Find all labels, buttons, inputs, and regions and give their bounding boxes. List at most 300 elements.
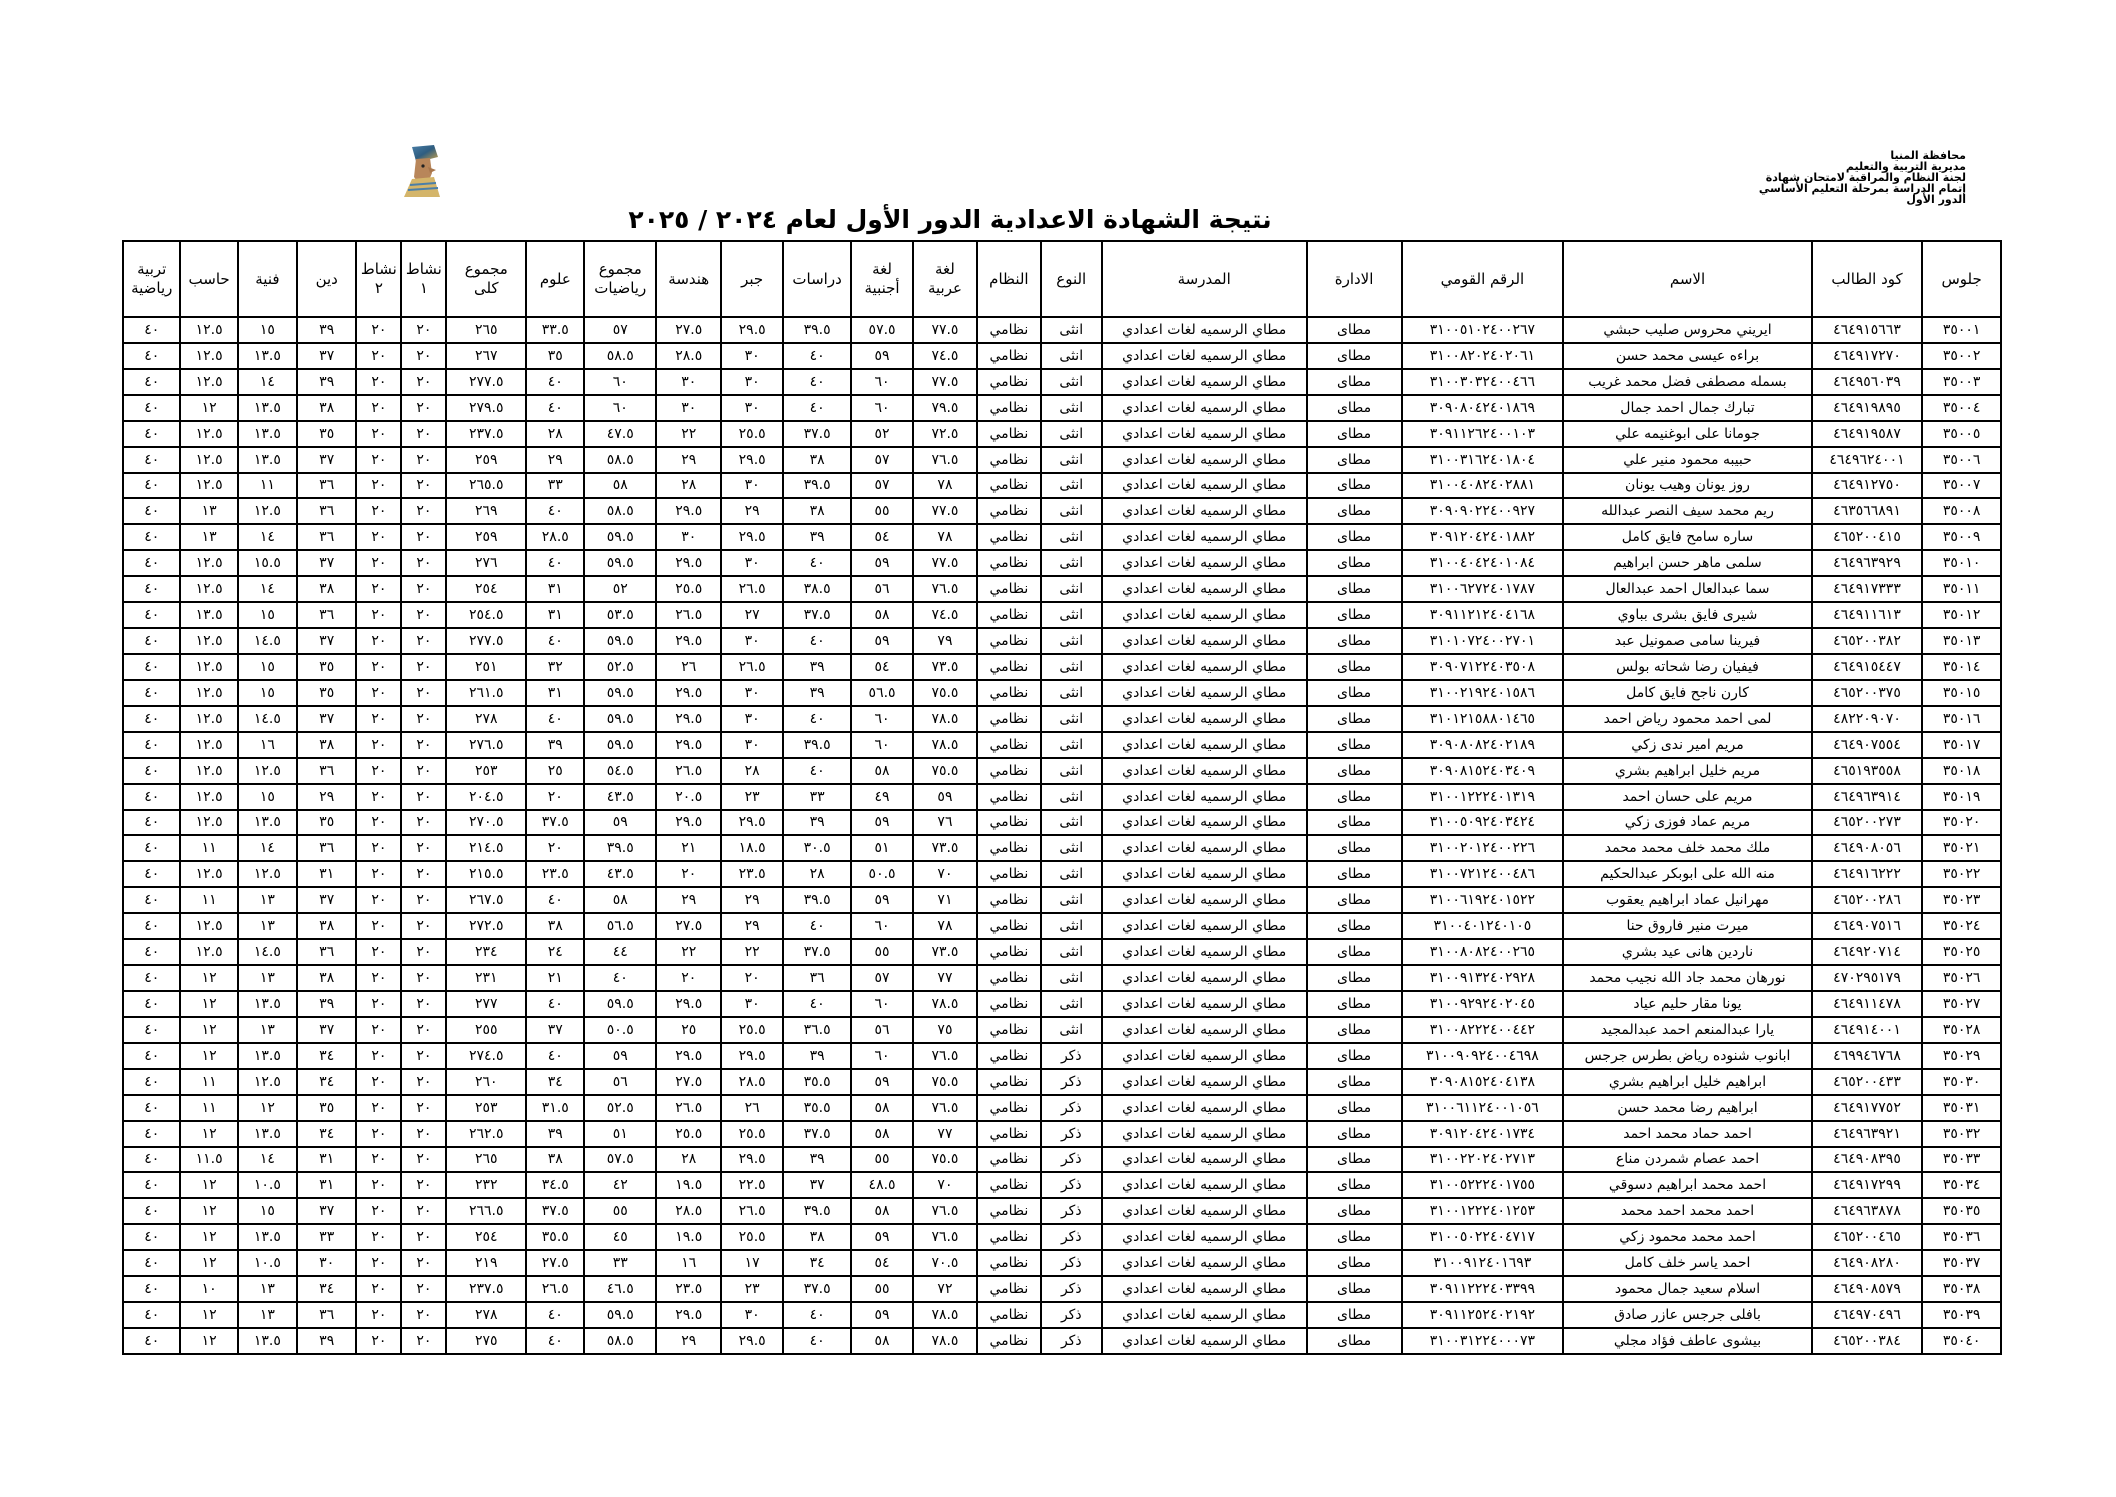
table-cell: ١٢.٥: [180, 576, 237, 602]
table-cell: انثى: [1041, 498, 1102, 524]
table-cell: ٢٦٥: [446, 317, 526, 343]
table-cell: ٢٩.٥: [721, 1328, 782, 1354]
table-cell: ٣٩: [783, 680, 852, 706]
table-cell: مطاي الرسميه لغات اعدادي: [1102, 602, 1307, 628]
table-cell: مطاى: [1307, 317, 1402, 343]
table-cell: ١٩.٥: [656, 1224, 721, 1250]
table-cell: ٣٥٠٢٥: [1922, 939, 2001, 965]
table-cell: ٣٨: [526, 913, 584, 939]
table-cell: ٤٠: [123, 835, 180, 861]
column-header: الرقم القومي: [1402, 241, 1564, 317]
table-cell: ١٢.٥: [180, 343, 237, 369]
table-cell: مطاى: [1307, 369, 1402, 395]
table-cell: ٤٠: [123, 1121, 180, 1147]
table-cell: نورهان محمد جاد الله نجيب محمد: [1563, 965, 1812, 991]
table-cell: ٣٥.٥: [783, 1095, 852, 1121]
table-cell: ١٣.٥: [238, 421, 297, 447]
table-cell: ٥٤: [851, 1250, 912, 1276]
table-cell: ٣٤: [297, 1069, 356, 1095]
table-cell: ٢٠: [656, 965, 721, 991]
table-cell: ٥٥: [851, 1147, 912, 1173]
table-cell: ٤٠: [783, 706, 852, 732]
table-row: [123, 887, 2001, 913]
table-row: [123, 473, 2001, 499]
table-cell: مطاي الرسميه لغات اعدادي: [1102, 473, 1307, 499]
table-cell: ٣٣: [297, 1224, 356, 1250]
table-cell: ٤٦٥٢٠٠٣٨٤: [1812, 1328, 1922, 1354]
table-cell: نظامي: [977, 1224, 1040, 1250]
table-cell: ٧٦.٥: [913, 576, 977, 602]
table-cell: ٢٠: [401, 1328, 446, 1354]
table-cell: ٣٥٠٠٨: [1922, 498, 2001, 524]
table-cell: ٣٠٩١٢٠٤٢٤٠١٨٨٢: [1402, 524, 1564, 550]
table-cell: ٤٠: [783, 628, 852, 654]
table-cell: ٣٦: [297, 939, 356, 965]
table-cell: ٤٦٤٩٢٠٧١٤: [1812, 939, 1922, 965]
table-cell: ١٤: [238, 835, 297, 861]
table-cell: ٣١.٥: [526, 1095, 584, 1121]
table-cell: ٣٥٠٢٧: [1922, 991, 2001, 1017]
table-cell: ٤٦٤٩١٧٧٥٢: [1812, 1095, 1922, 1121]
table-cell: ٤٣.٥: [584, 784, 656, 810]
table-cell: ٣٦: [297, 758, 356, 784]
table-cell: ٥٩: [851, 550, 912, 576]
table-cell: ٢٩.٥: [656, 810, 721, 836]
table-cell: ٢٠: [401, 421, 446, 447]
table-cell: مطاى: [1307, 421, 1402, 447]
table-cell: ٣٥: [297, 1095, 356, 1121]
table-cell: ذكر: [1041, 1043, 1102, 1069]
table-cell: ٤٠: [123, 1224, 180, 1250]
table-cell: ٢٠: [356, 784, 401, 810]
table-cell: ٥٢.٥: [584, 654, 656, 680]
table-cell: ٤٠: [123, 680, 180, 706]
table-cell: ٥٨.٥: [584, 447, 656, 473]
table-cell: ٣٩.٥: [783, 732, 852, 758]
table-cell: ٢٩: [721, 887, 782, 913]
table-cell: احمد محمد محمود زكي: [1563, 1224, 1812, 1250]
table-cell: ٢٣٧.٥: [446, 1276, 526, 1302]
table-cell: ٤٦٥٢٠٠٣٨٢: [1812, 628, 1922, 654]
table-cell: ٢٥.٥: [656, 1121, 721, 1147]
table-cell: ٢٥: [526, 758, 584, 784]
table-cell: ٤٦٤٩٧٠٤٩٦: [1812, 1302, 1922, 1328]
table-cell: مطاي الرسميه لغات اعدادي: [1102, 317, 1307, 343]
table-cell: ٢٥٣: [446, 758, 526, 784]
table-cell: ٥٩: [851, 343, 912, 369]
table-cell: ٢٧٠.٥: [446, 810, 526, 836]
column-header: كود الطالب: [1812, 241, 1922, 317]
table-cell: ٤٠: [123, 317, 180, 343]
table-cell: ١٢.٥: [180, 317, 237, 343]
table-cell: ٤٠: [526, 1043, 584, 1069]
table-cell: ١٣.٥: [238, 447, 297, 473]
table-cell: ٣٠: [721, 550, 782, 576]
table-cell: ١٣.٥: [238, 991, 297, 1017]
table-cell: ٣٧: [526, 1017, 584, 1043]
table-cell: ٥٩.٥: [584, 680, 656, 706]
table-cell: ٧٠: [913, 1172, 977, 1198]
table-cell: ٢٨: [721, 758, 782, 784]
table-cell: ١٣: [238, 965, 297, 991]
table-cell: ٥٩: [584, 1043, 656, 1069]
table-cell: ٣٠٩٠٨٠٤٢٤٠١٨٦٩: [1402, 395, 1564, 421]
table-cell: انثى: [1041, 524, 1102, 550]
table-cell: ١٢.٥: [180, 473, 237, 499]
table-cell: ٢٦٢.٥: [446, 1121, 526, 1147]
table-cell: ٣٩.٥: [783, 317, 852, 343]
table-cell: ٧٧.٥: [913, 369, 977, 395]
table-cell: ٦٠: [851, 913, 912, 939]
table-cell: مطاى: [1307, 1121, 1402, 1147]
table-cell: ٥٩: [851, 887, 912, 913]
table-cell: ٥٩.٥: [584, 628, 656, 654]
table-cell: سلمى ماهر حسن ابراهيم: [1563, 550, 1812, 576]
table-cell: نظامي: [977, 758, 1040, 784]
table-cell: ٤٦٤٩١٥٦٦٣: [1812, 317, 1922, 343]
table-cell: ٤٦٤٩٠٧٥١٦: [1812, 913, 1922, 939]
table-row: [123, 1069, 2001, 1095]
table-cell: نظامي: [977, 498, 1040, 524]
table-cell: مطاى: [1307, 732, 1402, 758]
table-cell: ٣٥٠٣٧: [1922, 1250, 2001, 1276]
table-cell: ٢٠: [401, 1224, 446, 1250]
table-cell: ٣٨: [526, 1147, 584, 1173]
table-cell: ١٢.٥: [180, 628, 237, 654]
table-cell: ٣٠٩١١٢٦٢٤٠٠١٠٣: [1402, 421, 1564, 447]
table-cell: مطاى: [1307, 1095, 1402, 1121]
table-row: [123, 602, 2001, 628]
table-cell: ٢٠: [401, 1121, 446, 1147]
table-cell: مطاي الرسميه لغات اعدادي: [1102, 1250, 1307, 1276]
table-cell: ٤٨.٥: [851, 1172, 912, 1198]
table-cell: ٧٨.٥: [913, 732, 977, 758]
table-cell: ٢٠: [401, 1198, 446, 1224]
column-header: علوم: [526, 241, 584, 317]
table-cell: ١٢.٥: [238, 1069, 297, 1095]
table-cell: ٢١: [526, 965, 584, 991]
table-cell: ٥٢: [584, 576, 656, 602]
table-cell: انثى: [1041, 550, 1102, 576]
table-cell: ٦٠: [584, 395, 656, 421]
table-cell: ٣١٠٠٥٢٢٢٤٠١٧٥٥: [1402, 1172, 1564, 1198]
table-cell: ٢٠: [356, 473, 401, 499]
table-cell: ٣٥٠١٠: [1922, 550, 2001, 576]
table-cell: ٢٥٤: [446, 1224, 526, 1250]
page-title: نتيجة الشهادة الاعدادية الدور الأول لعام ٢٠٢٤ / ٢٠٢٥: [628, 205, 1272, 234]
table-cell: لمى احمد محمود رياض احمد: [1563, 706, 1812, 732]
table-cell: ٥٨: [851, 1095, 912, 1121]
table-cell: نظامي: [977, 1121, 1040, 1147]
table-cell: ٢٠: [356, 1172, 401, 1198]
table-cell: ٢٩.٥: [656, 628, 721, 654]
table-cell: ذكر: [1041, 1069, 1102, 1095]
table-cell: ٣٩: [783, 1147, 852, 1173]
table-cell: مطاى: [1307, 1147, 1402, 1173]
table-cell: ٢٧٧.٥: [446, 628, 526, 654]
table-cell: ١٢.٥: [180, 732, 237, 758]
table-cell: ٢٠: [356, 447, 401, 473]
table-cell: ريم محمد سيف النصر عبدالله: [1563, 498, 1812, 524]
table-cell: ١٣: [180, 524, 237, 550]
table-cell: ٤٠: [123, 913, 180, 939]
table-cell: ٢٩.٥: [656, 550, 721, 576]
table-cell: ٢١٥.٥: [446, 861, 526, 887]
table-cell: ٢٩: [656, 887, 721, 913]
table-cell: ٣٩: [783, 654, 852, 680]
table-cell: ٣٩: [297, 317, 356, 343]
table-cell: ٢٠: [356, 1069, 401, 1095]
table-cell: ٣٠٩١١٢١٢٤٠٤١٦٨: [1402, 602, 1564, 628]
table-cell: ٢٠: [401, 1043, 446, 1069]
table-row: [123, 654, 2001, 680]
table-cell: ٣٥٠١٤: [1922, 654, 2001, 680]
table-cell: ٢٠: [356, 1328, 401, 1354]
table-cell: ٢٠: [401, 1069, 446, 1095]
table-cell: ٧٢: [913, 1276, 977, 1302]
table-row: [123, 758, 2001, 784]
table-cell: ٤٠: [123, 1172, 180, 1198]
table-cell: ٢٦: [656, 654, 721, 680]
table-cell: ١٢: [180, 1250, 237, 1276]
table-cell: براءه عيسى محمد حسن: [1563, 343, 1812, 369]
table-cell: ٣٠: [656, 524, 721, 550]
table-cell: ٧٨.٥: [913, 991, 977, 1017]
table-cell: ٤٠: [123, 861, 180, 887]
table-cell: ٢٩.٥: [721, 1043, 782, 1069]
table-cell: ٢٥٩: [446, 524, 526, 550]
table-cell: مطاي الرسميه لغات اعدادي: [1102, 1017, 1307, 1043]
table-cell: انثى: [1041, 965, 1102, 991]
table-cell: ٧٦.٥: [913, 1043, 977, 1069]
table-cell: بيشوى عاطف فؤاد مجلي: [1563, 1328, 1812, 1354]
table-cell: ١٢.٥: [180, 939, 237, 965]
table-cell: ٣٤.٥: [526, 1172, 584, 1198]
table-cell: ٣١٠٠٩٢٩٢٤٠٢٠٤٥: [1402, 991, 1564, 1017]
table-cell: مطاى: [1307, 395, 1402, 421]
table-cell: ٢٠: [401, 861, 446, 887]
table-cell: ١٢.٥: [238, 758, 297, 784]
table-cell: ٧١: [913, 887, 977, 913]
table-cell: ٥٥: [851, 1276, 912, 1302]
table-cell: ٧٦.٥: [913, 1095, 977, 1121]
table-cell: ٢٧٦: [446, 550, 526, 576]
table-cell: مطاى: [1307, 913, 1402, 939]
table-cell: ٣٦: [783, 965, 852, 991]
table-cell: ٣٨: [297, 913, 356, 939]
table-cell: مطاي الرسميه لغات اعدادي: [1102, 447, 1307, 473]
table-cell: ٧٣.٥: [913, 835, 977, 861]
table-row: [123, 991, 2001, 1017]
table-cell: ٢٩.٥: [656, 732, 721, 758]
table-cell: ٢٩.٥: [656, 706, 721, 732]
table-cell: نظامي: [977, 1095, 1040, 1121]
table-cell: ١١: [180, 1069, 237, 1095]
table-cell: ٣٥: [297, 810, 356, 836]
table-cell: ٤٦٩٩٤٦٧٦٨: [1812, 1043, 1922, 1069]
table-cell: نظامي: [977, 317, 1040, 343]
table-cell: ٣٧: [297, 706, 356, 732]
table-cell: ٤٠: [526, 395, 584, 421]
table-cell: ٣٠: [721, 680, 782, 706]
table-cell: مطاى: [1307, 965, 1402, 991]
table-cell: ٥٧.٥: [851, 317, 912, 343]
table-cell: ٥٦.٥: [584, 913, 656, 939]
table-cell: ٥٩: [913, 784, 977, 810]
table-cell: ٤٠: [526, 1302, 584, 1328]
table-cell: ٤٠: [123, 524, 180, 550]
table-cell: ٥٨: [851, 602, 912, 628]
table-cell: ٢٠: [401, 1276, 446, 1302]
table-row: [123, 810, 2001, 836]
table-cell: ٢٠: [356, 1147, 401, 1173]
table-cell: ٢٣.٥: [721, 861, 782, 887]
table-cell: ٢٣١: [446, 965, 526, 991]
table-cell: ١٢: [180, 965, 237, 991]
table-cell: ٢٩.٥: [656, 991, 721, 1017]
table-cell: ٥٩.٥: [584, 550, 656, 576]
table-row: [123, 550, 2001, 576]
table-cell: ٢٠: [401, 1172, 446, 1198]
table-cell: ٢٠: [401, 991, 446, 1017]
table-cell: ٣٧: [297, 887, 356, 913]
table-cell: ٤٦٥٢٠٠٣٧٥: [1812, 680, 1922, 706]
table-cell: ٢٧٢.٥: [446, 913, 526, 939]
table-cell: ٤٠: [123, 473, 180, 499]
table-cell: ٢٠: [356, 343, 401, 369]
table-cell: مطاى: [1307, 550, 1402, 576]
table-cell: ٢٩: [656, 1328, 721, 1354]
table-cell: ٤٠: [783, 1328, 852, 1354]
table-cell: ٤٠: [123, 1043, 180, 1069]
table-cell: ٣٥٠٣٦: [1922, 1224, 2001, 1250]
table-cell: ٣٤: [783, 1250, 852, 1276]
table-cell: ٤٠: [123, 1069, 180, 1095]
table-cell: ٧٠.٥: [913, 1250, 977, 1276]
table-cell: ٣١٠٠٦١٩٢٤٠١٥٢٢: [1402, 887, 1564, 913]
table-cell: ٢٠: [356, 835, 401, 861]
table-cell: مطاى: [1307, 1198, 1402, 1224]
table-cell: ٤٠: [526, 498, 584, 524]
table-cell: انثى: [1041, 810, 1102, 836]
table-cell: ٣١٠١٢١٥٨٨٠١٤٦٥: [1402, 706, 1564, 732]
table-cell: ٦٠: [851, 1043, 912, 1069]
table-row: [123, 1121, 2001, 1147]
table-row: [123, 421, 2001, 447]
table-cell: ٢٢: [721, 939, 782, 965]
table-cell: ٣٠: [721, 395, 782, 421]
table-cell: مطاى: [1307, 758, 1402, 784]
table-cell: نظامي: [977, 810, 1040, 836]
table-cell: انثى: [1041, 395, 1102, 421]
table-cell: ٣١: [526, 576, 584, 602]
column-header: دراسات: [783, 241, 852, 317]
table-cell: مطاى: [1307, 654, 1402, 680]
results-body: [123, 317, 2001, 1354]
table-cell: ٣١٠٠٤٠٨٢٤٠٢٨٨١: [1402, 473, 1564, 499]
table-cell: ٤٠: [584, 965, 656, 991]
header-line: لجنة النظام والمراقبة لامتحان شهادة: [1765, 171, 1966, 184]
table-cell: ٢٠: [356, 317, 401, 343]
table-cell: ٣١٠٠٤٠٤٢٤٠١٠٨٤: [1402, 550, 1564, 576]
table-cell: ٢٦.٥: [721, 1198, 782, 1224]
table-cell: ٣٢: [526, 654, 584, 680]
table-cell: مطاى: [1307, 602, 1402, 628]
column-header: هندسة: [656, 241, 721, 317]
table-cell: ٣٥٠١٣: [1922, 628, 2001, 654]
table-cell: ٢٠: [401, 524, 446, 550]
table-cell: ٣٠.٥: [783, 835, 852, 861]
table-cell: مطاي الرسميه لغات اعدادي: [1102, 654, 1307, 680]
column-header: دين: [297, 241, 356, 317]
table-cell: ٤٦٤٩١٤٠٠١: [1812, 1017, 1922, 1043]
table-cell: ٤٠: [123, 576, 180, 602]
table-cell: ٣١٠٠٥٠٩٢٤٠٣٤٢٤: [1402, 810, 1564, 836]
column-header: النوع: [1041, 241, 1102, 317]
table-cell: ٥٩: [851, 628, 912, 654]
table-cell: ٤٠: [123, 1276, 180, 1302]
table-cell: ٢٠: [401, 1302, 446, 1328]
table-cell: مطاي الرسميه لغات اعدادي: [1102, 1224, 1307, 1250]
table-cell: ٣٥٠١٥: [1922, 680, 2001, 706]
table-cell: ٤٠: [123, 887, 180, 913]
table-cell: ٢٢: [656, 421, 721, 447]
table-cell: ٢٥.٥: [656, 576, 721, 602]
table-cell: ٢٦.٥: [656, 602, 721, 628]
table-cell: ٧٧.٥: [913, 550, 977, 576]
table-cell: ٢٠: [721, 965, 782, 991]
table-cell: ٤٦٥١٩٣٥٥٨: [1812, 758, 1922, 784]
table-cell: ٣٤: [526, 1069, 584, 1095]
column-header: حاسب: [180, 241, 237, 317]
table-cell: ٣٧.٥: [526, 1198, 584, 1224]
table-cell: ٣٤: [297, 1276, 356, 1302]
header-line: مديرية التربية والتعليم: [1845, 160, 1966, 173]
table-row: [123, 1224, 2001, 1250]
table-cell: مطاي الرسميه لغات اعدادي: [1102, 1095, 1307, 1121]
table-cell: ٢٥٣: [446, 1095, 526, 1121]
table-cell: ٢٠: [401, 447, 446, 473]
table-cell: نظامي: [977, 1328, 1040, 1354]
table-cell: ١٢.٥: [180, 810, 237, 836]
table-cell: ١٣.٥: [238, 395, 297, 421]
table-cell: ١٣.٥: [238, 1121, 297, 1147]
table-cell: ٢٠: [526, 784, 584, 810]
table-cell: ٣٥٠١٢: [1922, 602, 2001, 628]
table-cell: نظامي: [977, 939, 1040, 965]
table-cell: ٥٩.٥: [584, 1302, 656, 1328]
table-cell: ٣٥٠٣٩: [1922, 1302, 2001, 1328]
table-cell: ٣٨: [783, 498, 852, 524]
table-cell: ٢٩: [297, 784, 356, 810]
table-cell: ٧٦: [913, 810, 977, 836]
table-cell: نظامي: [977, 706, 1040, 732]
table-cell: ٤٧.٥: [584, 421, 656, 447]
table-cell: ٣٠: [656, 395, 721, 421]
table-cell: ١٠: [180, 1276, 237, 1302]
table-cell: مطاى: [1307, 1276, 1402, 1302]
table-cell: ٧٨.٥: [913, 706, 977, 732]
column-header: جلوس: [1922, 241, 2001, 317]
table-cell: ٣١٠٠٥١٠٢٤٠٠٢٦٧: [1402, 317, 1564, 343]
table-cell: ١٥: [238, 1198, 297, 1224]
table-cell: ٧٨: [913, 473, 977, 499]
table-cell: مطاي الرسميه لغات اعدادي: [1102, 1043, 1307, 1069]
table-cell: ٣٧.٥: [783, 602, 852, 628]
table-cell: ٢٣: [721, 784, 782, 810]
table-cell: ٣٥٠٣٥: [1922, 1198, 2001, 1224]
table-cell: ٣٩: [297, 1328, 356, 1354]
